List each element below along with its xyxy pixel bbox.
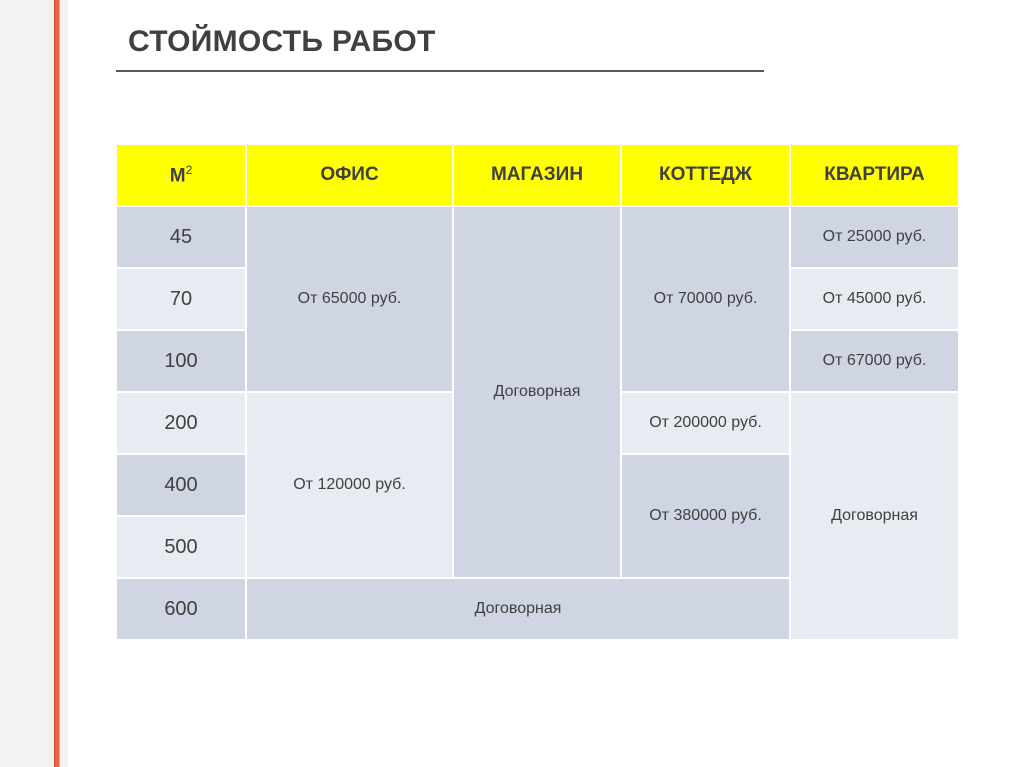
area-cell: 45 [116,206,246,268]
apartment-price-cell: От 45000 руб. [790,268,959,330]
table-row [116,206,959,268]
apartment-price-cell: От 67000 руб. [790,330,959,392]
office-price-cell: От 65000 руб. [246,206,453,392]
area-unit-exponent: 2 [185,162,193,177]
apartment-price-cell: Договорная [790,392,959,640]
area-cell: 500 [116,516,246,578]
office-price-cell: От 120000 руб. [246,392,453,578]
area-cell: 200 [116,392,246,454]
column-header-area [116,144,246,206]
column-header-apartment: КВАРТИРА [790,144,959,206]
column-header-shop: МАГАЗИН [453,144,621,206]
price-table [115,143,960,641]
area-unit-base: М [169,165,186,187]
area-cell: 100 [116,330,246,392]
apartment-price-cell: От 25000 руб. [790,206,959,268]
page-title: СТОЙМОСТЬ РАБОТ [128,25,436,58]
slide-accent-line [54,0,60,767]
area-cell: 70 [116,268,246,330]
column-header-office: ОФИС [246,144,453,206]
area-cell: 400 [116,454,246,516]
shop-price-cell: Договорная [453,206,621,578]
cottage-price-cell: От 70000 руб. [621,206,790,392]
title-underline [116,70,764,72]
column-header-cottage: КОТТЕДЖ [621,144,790,206]
cottage-price-cell: От 200000 руб. [621,392,790,454]
table-header-row [116,144,959,206]
combined-price-cell: Договорная [246,578,790,640]
cottage-price-cell: От 380000 руб. [621,454,790,578]
area-cell: 600 [116,578,246,640]
